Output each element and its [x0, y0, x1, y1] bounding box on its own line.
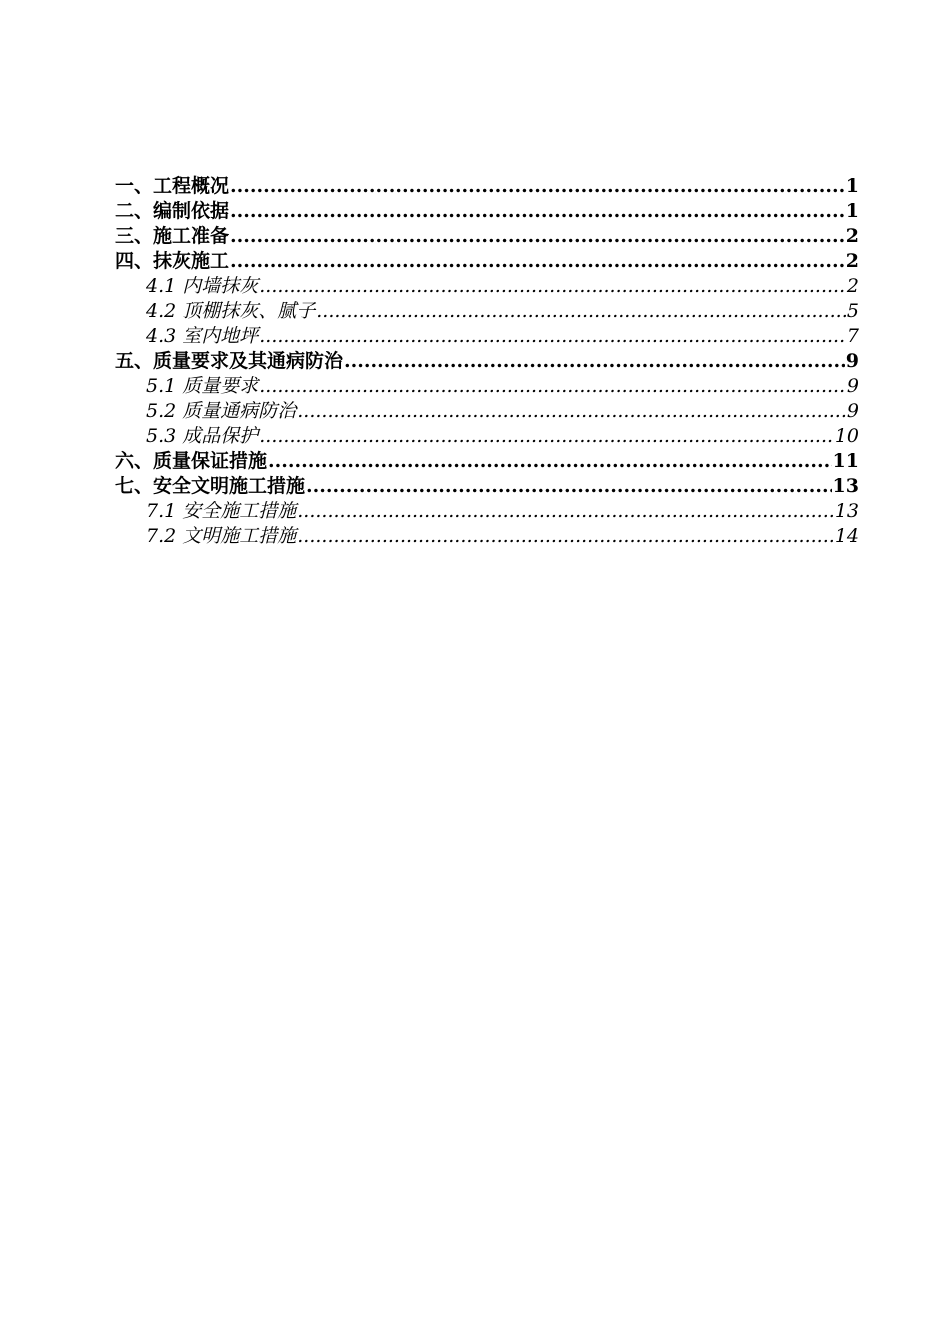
toc-entry[interactable]	[115, 224, 859, 249]
toc-entry-page: 2	[845, 225, 859, 247]
toc-dot-leader	[316, 299, 846, 324]
toc-entry-title: 7.1 安全施工措施	[146, 500, 297, 522]
table-of-contents	[115, 174, 859, 549]
toc-entry[interactable]	[115, 249, 859, 274]
toc-entry-page: 5	[846, 300, 859, 322]
toc-entry-page: 7	[846, 325, 859, 347]
toc-entry-title: 四、抹灰施工	[115, 250, 230, 272]
toc-entry-title: 4.2 顶棚抹灰、腻子	[146, 300, 316, 322]
toc-entry-page: 9	[846, 400, 859, 422]
toc-entry-title: 三、施工准备	[115, 225, 230, 247]
toc-entry-page: 14	[834, 525, 859, 547]
toc-subentry[interactable]	[115, 524, 859, 549]
toc-dot-leader	[230, 174, 845, 199]
toc-entry-page: 11	[832, 450, 859, 472]
toc-entry-page: 2	[846, 275, 859, 297]
toc-subentry[interactable]	[115, 374, 859, 399]
toc-dot-leader	[297, 399, 846, 424]
toc-dot-leader	[259, 374, 846, 399]
toc-dot-leader	[259, 274, 846, 299]
toc-entry-title: 5.3 成品保护	[146, 425, 259, 447]
toc-subentry[interactable]	[115, 274, 859, 299]
toc-dot-leader	[297, 499, 834, 524]
toc-entry[interactable]	[115, 199, 859, 224]
toc-subentry[interactable]	[115, 299, 859, 324]
toc-dot-leader	[230, 199, 845, 224]
toc-dot-leader	[230, 249, 845, 274]
toc-entry-title: 七、安全文明施工措施	[115, 475, 306, 497]
toc-entry-page: 13	[832, 475, 859, 497]
toc-subentry[interactable]	[115, 399, 859, 424]
toc-entry[interactable]	[115, 174, 859, 199]
toc-entry-title: 六、质量保证措施	[115, 450, 268, 472]
toc-entry-title: 4.1 内墙抹灰	[146, 275, 259, 297]
toc-dot-leader	[268, 449, 832, 474]
toc-dot-leader	[230, 224, 845, 249]
toc-entry[interactable]	[115, 449, 859, 474]
toc-entry[interactable]	[115, 474, 859, 499]
toc-entry-page: 9	[846, 375, 859, 397]
toc-entry-page: 13	[834, 500, 859, 522]
toc-subentry[interactable]	[115, 499, 859, 524]
toc-entry-title: 二、编制依据	[115, 200, 230, 222]
toc-entry[interactable]	[115, 349, 859, 374]
toc-entry-page: 9	[845, 350, 859, 372]
toc-dot-leader	[259, 424, 834, 449]
toc-entry-title: 5.1 质量要求	[146, 375, 259, 397]
toc-entry-page: 1	[845, 175, 859, 197]
toc-entry-title: 7.2 文明施工措施	[146, 525, 297, 547]
toc-subentry[interactable]	[115, 324, 859, 349]
toc-entry-title: 5.2 质量通病防治	[146, 400, 297, 422]
toc-dot-leader	[306, 474, 832, 499]
toc-dot-leader	[297, 524, 834, 549]
toc-dot-leader	[259, 324, 846, 349]
toc-entry-page: 1	[845, 200, 859, 222]
toc-subentry[interactable]	[115, 424, 859, 449]
toc-dot-leader	[344, 349, 845, 374]
toc-entry-title: 一、工程概况	[115, 175, 230, 197]
toc-entry-page: 10	[834, 425, 859, 447]
toc-entry-page: 2	[845, 250, 859, 272]
toc-entry-title: 4.3 室内地坪	[146, 325, 259, 347]
toc-entry-title: 五、质量要求及其通病防治	[115, 350, 344, 372]
